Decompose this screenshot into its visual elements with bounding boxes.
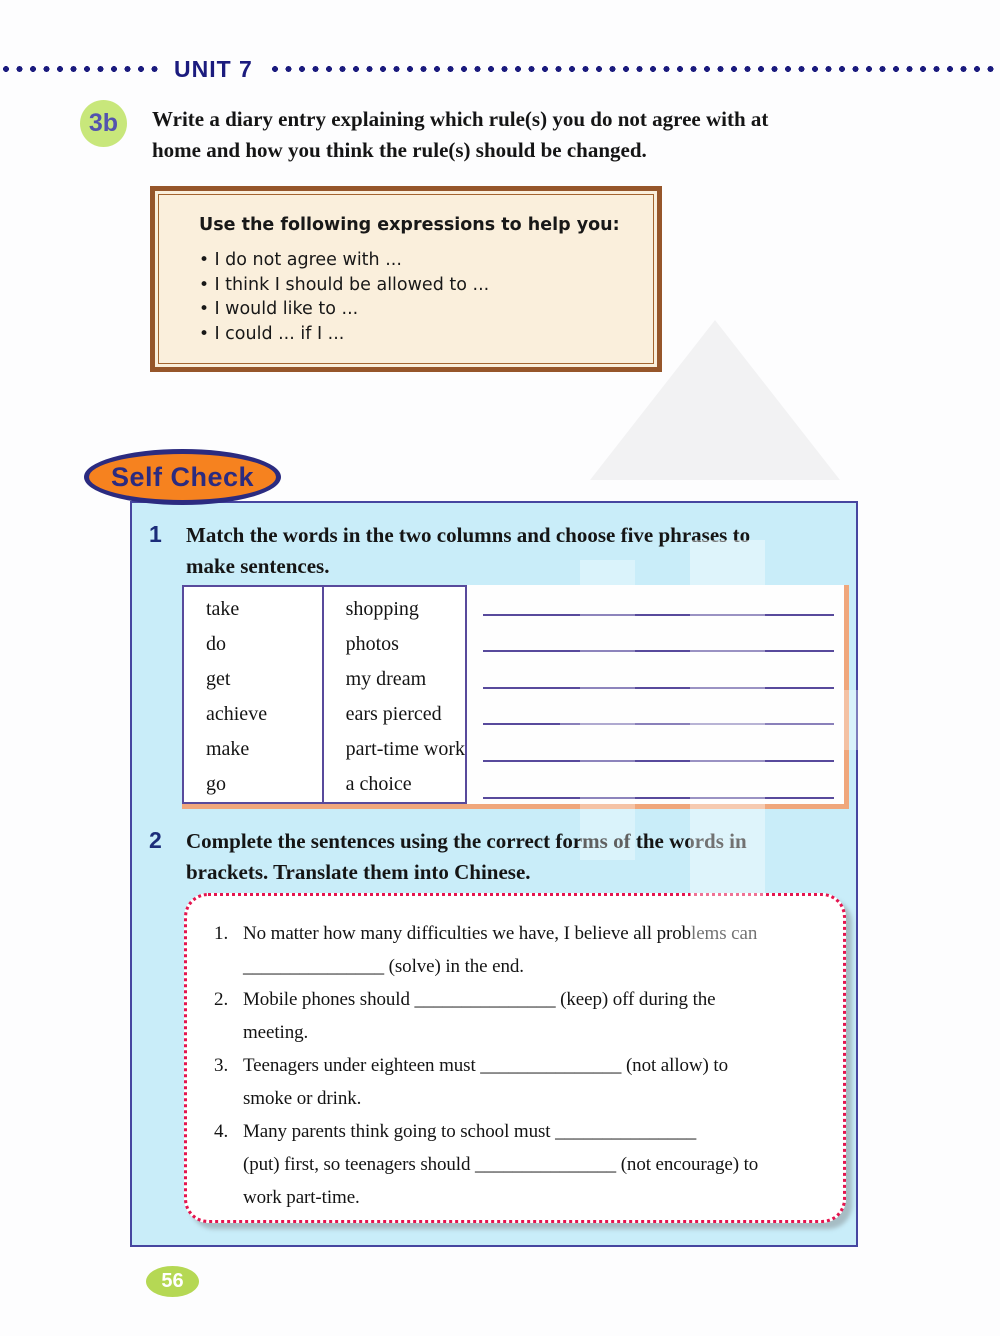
instruction-line: home and how you think the rule(s) should be changed. [152, 138, 647, 162]
match-answer-card [182, 585, 849, 809]
dotted-line-right [269, 64, 1000, 74]
exercise-1-instruction [186, 520, 750, 582]
sentence-text [243, 983, 716, 1049]
self-check-panel [130, 501, 858, 1247]
unit-header [0, 55, 1000, 82]
sentence-line: meeting. [243, 1022, 309, 1043]
sentence-line: (put) first, so teenagers should _______________ (not encourage) to [243, 1154, 759, 1175]
sentence-text [243, 1115, 758, 1214]
answer-blank-line [483, 762, 834, 799]
instruction-line: Match the words in the two columns and choose five phrases to [186, 523, 751, 547]
sentence-4 [214, 1115, 823, 1214]
verb-word: do [206, 633, 226, 655]
phrase-word: ears pierced [345, 703, 442, 725]
sentence-line: Many parents think going to school must _______________ [243, 1121, 697, 1142]
unit-title: UNIT 7 [174, 55, 253, 82]
expression-item: • I do not agree with ... [199, 248, 643, 273]
instruction-line: Complete the sentences using the correct forms of the words in [186, 829, 747, 853]
exercise-3b-badge: 3b [80, 100, 127, 147]
answer-blank-line [483, 725, 834, 762]
phrase-word: a choice [345, 773, 412, 795]
instruction-line: Write a diary entry explaining which rule(s) you do not agree with at [152, 107, 769, 131]
exercise-2-number: 2 [149, 827, 162, 853]
instruction-line: make sentences. [186, 554, 330, 578]
expression-item: • I would like to ... [199, 297, 643, 322]
sentence-number: 4. [214, 1121, 229, 1142]
sentences-box [184, 893, 846, 1223]
verb-word: go [206, 773, 226, 795]
answer-blank-line [483, 579, 834, 616]
match-column-verbs [184, 587, 324, 802]
instruction-line: brackets. Translate them into Chinese. [186, 860, 531, 884]
phrase-word: shopping [345, 598, 419, 620]
sentence-line: work part-time. [243, 1187, 360, 1208]
sentence-1 [214, 917, 823, 983]
verb-word: take [206, 598, 240, 620]
expressions-box-inner [158, 194, 654, 364]
phrase-word: photos [345, 633, 399, 655]
verb-word: achieve [206, 703, 268, 725]
match-column-phrases [324, 587, 465, 802]
sentence-line: smoke or drink. [243, 1088, 362, 1109]
verb-word: make [206, 738, 250, 760]
verb-word: get [206, 668, 231, 690]
answer-blank-line [483, 616, 834, 653]
expression-item: • I think I should be allowed to ... [199, 273, 643, 298]
phrase-word: my dream [345, 668, 427, 690]
sentence-number: 1. [214, 923, 229, 944]
sentence-line: Teenagers under eighteen must _______________ (not allow) to [243, 1055, 728, 1076]
self-check-badge: Self Check [84, 449, 281, 505]
match-words-table [182, 585, 467, 804]
expressions-box [150, 186, 662, 372]
answer-blank-line [483, 652, 834, 689]
sentence-text [243, 1049, 728, 1115]
sentence-line: _______________ (solve) in the end. [243, 956, 524, 977]
answer-blank-line [483, 689, 834, 726]
sentence-3 [214, 1049, 823, 1115]
exercise-2-instruction [186, 826, 747, 888]
expression-item: • I could ... if I ... [199, 322, 643, 347]
sentence-2 [214, 983, 823, 1049]
dotted-line-left [0, 64, 158, 74]
sentence-text [243, 917, 757, 983]
sentence-number: 3. [214, 1055, 229, 1076]
sentence-line: Mobile phones should _______________ (keep) off during the [243, 989, 716, 1010]
expressions-list [199, 248, 643, 346]
page-number-badge: 56 [146, 1266, 199, 1297]
exercise-1-number: 1 [149, 521, 162, 547]
sentence-line: No matter how many difficulties we have, I believe all problems can [243, 923, 758, 944]
sentence-number: 2. [214, 989, 229, 1010]
answer-lines [483, 579, 834, 799]
exercise-3b-instruction [152, 104, 768, 166]
phrase-word: part-time work [345, 738, 465, 760]
expressions-title: Use the following expressions to help you: [199, 215, 620, 235]
